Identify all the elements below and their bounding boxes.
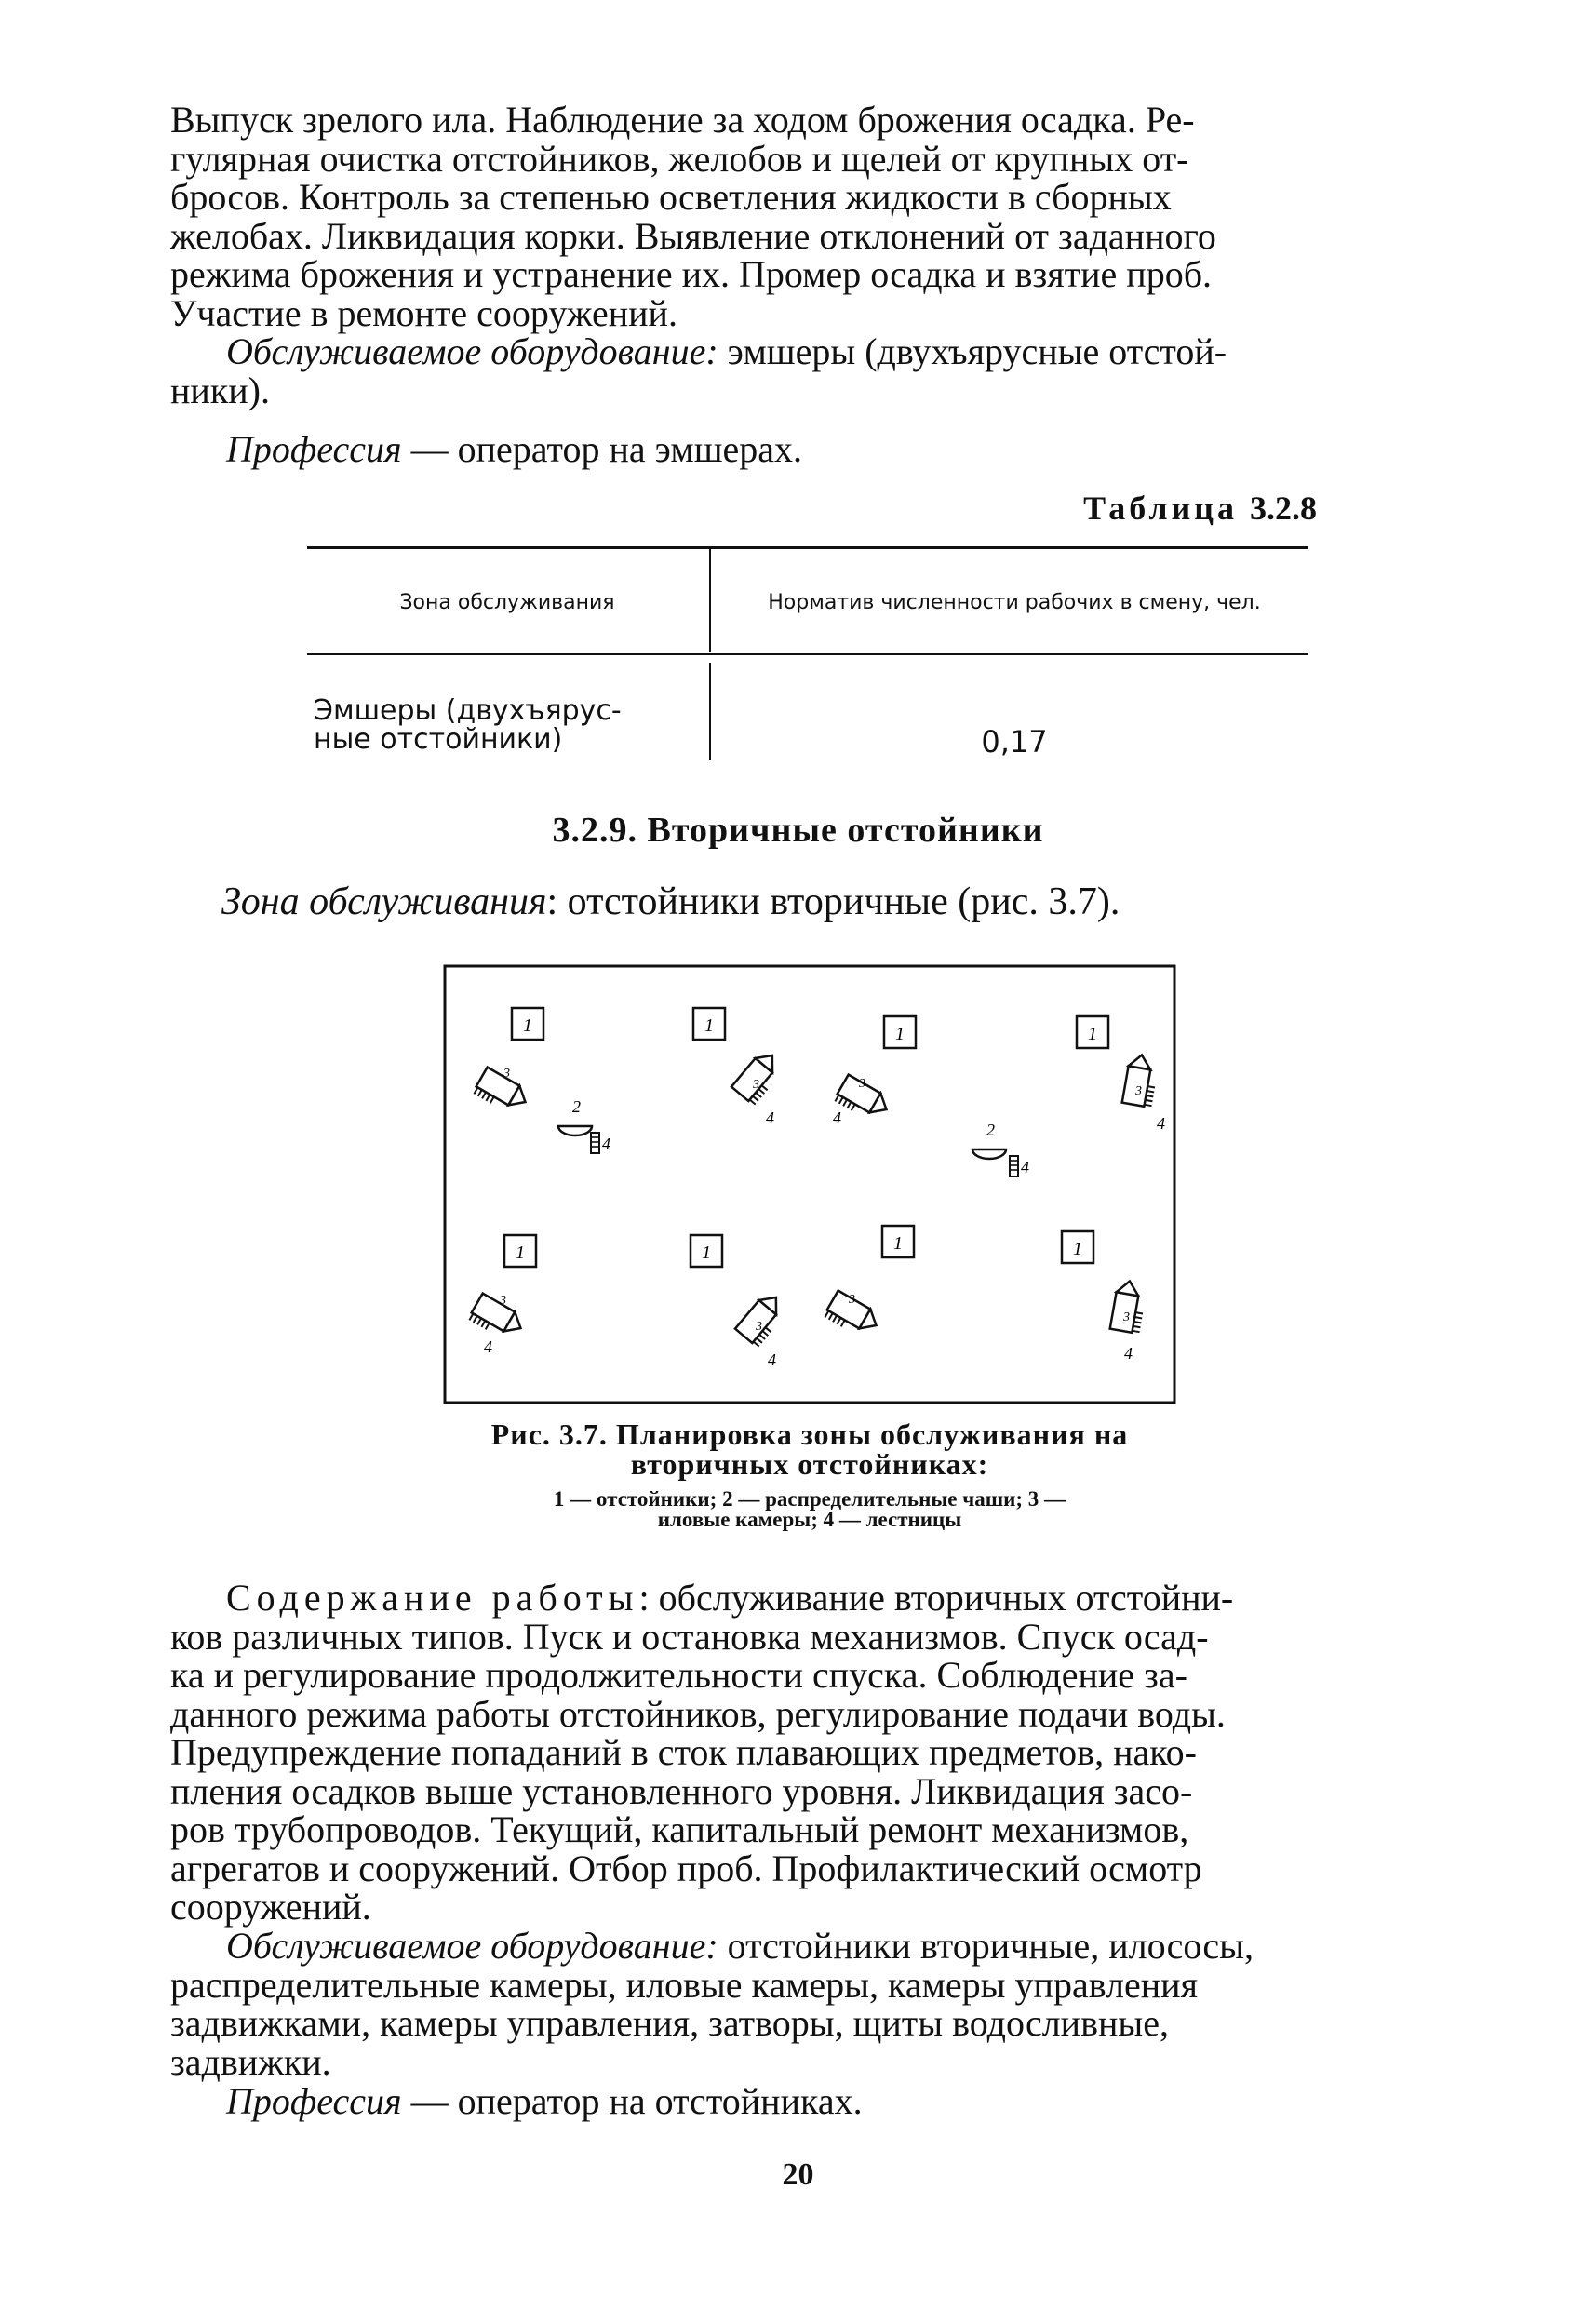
distribution-bowl [558,1097,592,1135]
profession-label: Профессия [226,2080,402,2122]
text-line: агрегатов и сооружений. Отбор проб. Профилактический осмотр [170,1847,1202,1889]
sludge-chamber [732,1286,793,1369]
zone-paragraph [221,880,1120,924]
tank [693,1008,725,1040]
stair [1010,1156,1029,1176]
profession-paragraph-2 [170,2082,1459,2121]
table-top-rule [307,546,1308,549]
svg-text:1: 1 [704,1015,714,1036]
text-line: гулярная очистка отстойников, желобов и щелей от крупных от- [170,137,1189,180]
svg-text:1: 1 [1073,1239,1082,1259]
sludge-chamber [833,1075,892,1127]
text-line: ков различных типов. Пуск и остановка механизмов. Спуск осад- [170,1615,1209,1658]
text-line: Предупреждение попаданий в сток плавающих предметов, нако- [170,1731,1197,1773]
text-line: задвижки. [170,2040,331,2083]
svg-text:1: 1 [893,1233,903,1254]
svg-text:4: 4 [1124,1344,1133,1363]
equipment-text-cont: ники). [170,369,270,411]
text-line: задвижками, камеры управления, затворы, щиты водосливные, [170,2002,1170,2044]
table-header-divider [709,549,711,652]
svg-text:3: 3 [503,1067,510,1081]
figure-legend: 1 — отстойники; 2 — распределительные чаши; 3 — иловые камеры; 4 — лестницы [553,1487,1066,1531]
text-line: Выпуск зрелого ила. Наблюдение за ходом брожения осадка. Ре- [170,99,1195,141]
svg-text:1: 1 [1088,1024,1097,1044]
sludge-chamber [473,1067,531,1118]
text-line: бросов. Контроль за степенью осветления жидкости в сборных [170,176,1172,218]
content-label: Содержание работы [226,1577,639,1619]
figure-3-7 [442,963,1177,1405]
profession-text: — оператор на отстойниках. [401,2080,863,2122]
svg-text:4: 4 [833,1108,841,1127]
svg-text:1: 1 [702,1243,711,1263]
table-header-rule [307,653,1308,655]
text-line: режима брожения и устранение их. Промер осадка и взятие проб. [170,253,1213,295]
svg-text:3: 3 [849,1293,855,1307]
equipment-paragraph-1 [170,332,1459,410]
table-cell-zone: Эмшеры (двухъярус- ные отстойники) [314,694,622,756]
text-line: желобах. Ликвидация корки. Выявление отклонений от заданного [170,214,1216,257]
tank [691,1235,722,1267]
svg-text:4: 4 [602,1135,610,1153]
svg-text:3: 3 [753,1078,759,1092]
sludge-chamber [1107,1044,1175,1133]
table-caption: Таблица 3.2.8 [1083,490,1317,527]
table-body-divider [709,663,711,760]
figure-caption: Рис. 3.7. Планировка зоны обслуживания на вторичных отстойниках: [490,1418,1129,1481]
equipment-paragraph-2 [170,1927,1459,2081]
content-paragraph [170,1579,1459,1927]
svg-text:2: 2 [986,1121,995,1139]
text-line: Участие в ремонте сооружений. [170,291,677,334]
text-line: сооружений. [170,1886,371,1928]
svg-text:3: 3 [1135,1084,1142,1098]
text-line: данного режима работы отстойников, регулирование подачи воды. [170,1692,1226,1735]
svg-text:4: 4 [768,1350,776,1369]
svg-text:4: 4 [1157,1114,1165,1133]
distribution-bowl [972,1121,1006,1159]
svg-text:1: 1 [516,1243,525,1263]
svg-text:4: 4 [1021,1158,1029,1176]
text-line: ка и регулирование продолжительности спуска. Соблюдение за- [170,1654,1187,1696]
svg-text:3: 3 [1123,1310,1130,1324]
tank [884,1016,916,1048]
stair [591,1133,610,1153]
sludge-chamber [824,1291,882,1342]
equipment-label: Обслуживаемое оборудование: [226,330,718,372]
svg-text:3: 3 [859,1077,865,1091]
table-header-zone: Зона обслуживания [399,591,615,614]
tank [512,1008,543,1040]
table-header-norm: Норматив численности рабочих в смену, чел. [768,591,1261,614]
text-line: ров трубопроводов. Текущий, капитальный ремонт механизмов, [170,1808,1189,1850]
svg-text:3: 3 [500,1294,506,1308]
equipment-text: эмшеры (двухъярусные отстой- [718,330,1227,372]
profession-label: Профессия [226,428,402,470]
section-heading: 3.2.9. Вторичные отстойники [552,811,1044,850]
table-cell-norm: 0,17 [981,724,1048,759]
equipment-label: Обслуживаемое оборудование: [226,1925,718,1967]
profession-paragraph-1 [170,430,1459,469]
tank [1077,1016,1108,1048]
equipment-text: отстойники вторичные, илососы, [718,1925,1254,1967]
tank [504,1235,536,1267]
text-line: пления осадков выше установленного уровня. Ликвидация засо- [170,1769,1193,1812]
figure-frame [445,966,1174,1403]
zone-label: Зона обслуживания [221,880,547,923]
svg-text:2: 2 [572,1097,581,1116]
svg-text:1: 1 [523,1015,532,1036]
svg-text:3: 3 [756,1320,762,1334]
zone-text: : отстойники вторичные (рис. 3.7). [546,880,1120,923]
svg-text:4: 4 [484,1337,492,1356]
profession-text: — оператор на эмшерах. [401,428,803,470]
sludge-chamber [729,1044,789,1127]
text-line: распределительные камеры, иловые камеры, камеры управления [170,1963,1198,2006]
tank [1062,1231,1093,1263]
sludge-chamber [1095,1270,1163,1363]
tank [882,1226,914,1257]
svg-text:4: 4 [766,1108,774,1127]
sludge-chamber [468,1294,527,1356]
intro-paragraph [170,101,1459,332]
content-text: : обслуживание вторичных отстойни- [638,1577,1234,1619]
svg-text:1: 1 [895,1024,905,1044]
page-number: 20 [782,2157,814,2192]
